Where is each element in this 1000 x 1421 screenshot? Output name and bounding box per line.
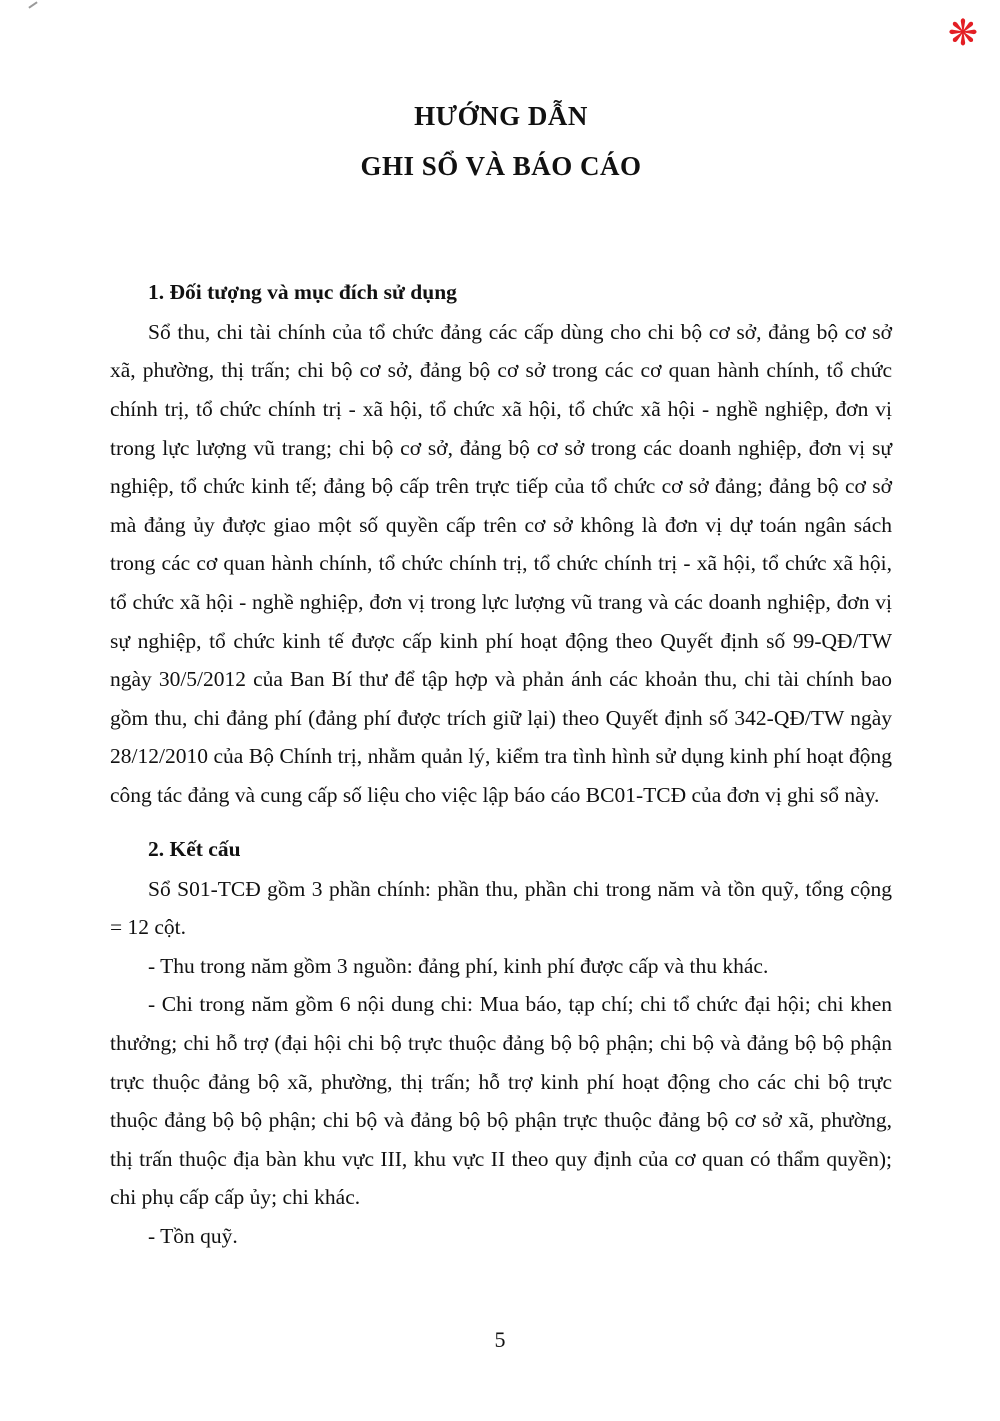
title-line-1: HƯỚNG DẪN <box>414 101 588 131</box>
section-1-heading: 1. Đối tượng và mục đích sử dụng <box>148 279 457 304</box>
flower-ornament-icon: ❋ <box>947 13 978 54</box>
section-2-list-item-thu: - Thu trong năm gồm 3 nguồn: đảng phí, kinh phí được cấp và thu khác. <box>148 953 769 978</box>
title-line-2: GHI SỔ VÀ BÁO CÁO <box>360 150 642 181</box>
section-2-paragraph-structure: Sổ S01-TCĐ gồm 3 phần chính: phần thu, phần chi trong năm và tồn quỹ, tổng cộng = 12 cột. <box>110 876 892 940</box>
document-title <box>110 92 892 192</box>
page-content <box>110 92 892 1256</box>
section-2-list-item-chi: - Chi trong năm gồm 6 nội dung chi: Mua báo, tạp chí; chi tổ chức đại hội; chi khen thưởng; chi hỗ trợ (đại hội chi bộ trực thuộc đảng bộ bộ phận; chi bộ và đảng bộ bộ phận trực thuộc đảng bộ xã, phường, thị trấn; hỗ trợ kinh phí hoạt động cho các chi bộ trực thuộc đảng bộ bộ phận; chi bộ và đảng bộ bộ phận trực thuộc đảng bộ cơ sở xã, phường, thị trấn thuộc địa bàn khu vực III, khu vực II theo quy định của cơ quan có thẩm quyền); chi phụ cấp cấp ủy; chi khác. <box>110 992 892 1210</box>
section-2-heading: 2. Kết cấu <box>148 836 241 861</box>
scan-artifact-mark <box>28 1 37 8</box>
page-number: 5 <box>494 1327 506 1352</box>
section-1-paragraph: Sổ thu, chi tài chính của tổ chức đảng các cấp dùng cho chi bộ cơ sở, đảng bộ cơ sở xã, phường, thị trấn; chi bộ cơ sở, đảng bộ cơ sở trong các cơ quan hành chính, tổ chức chính trị, tổ chức chính trị - xã hội, tổ chức xã hội, tổ chức xã hội - nghề nghiệp, đơn vị trong lực lượng vũ trang; chi bộ cơ sở, đảng bộ cơ sở trong các doanh nghiệp, đơn vị sự nghiệp, tổ chức kinh tế; đảng bộ cấp trên trực tiếp của tổ chức cơ sở đảng; đảng bộ cơ sở mà đảng ủy được giao một số quyền cấp trên cơ sở không là đơn vị dự toán ngân sách trong các cơ quan hành chính, tổ chức chính trị, tổ chức chính trị - xã hội, tổ chức xã hội, tổ chức xã hội - nghề nghiệp, đơn vị trong lực lượng vũ trang và các doanh nghiệp, đơn vị sự nghiệp, tổ chức kinh tế được cấp kinh phí hoạt động theo Quyết định số 99-QĐ/TW ngày 30/5/2012 của Ban Bí thư để tập hợp và phản ánh các khoản thu, chi tài chính bao gồm thu, chi đảng phí (đảng phí được trích giữ lại) theo Quyết định số 342-QĐ/TW ngày 28/12/2010 của Bộ Chính trị, nhằm quản lý, kiểm tra tình hình sử dụng kinh phí hoạt động công tác đảng và cung cấp số liệu cho việc lập báo cáo BC01-TCĐ của đơn vị ghi sổ này. <box>110 319 892 807</box>
section-2-list-item-ton-quy: - Tồn quỹ. <box>148 1223 238 1248</box>
